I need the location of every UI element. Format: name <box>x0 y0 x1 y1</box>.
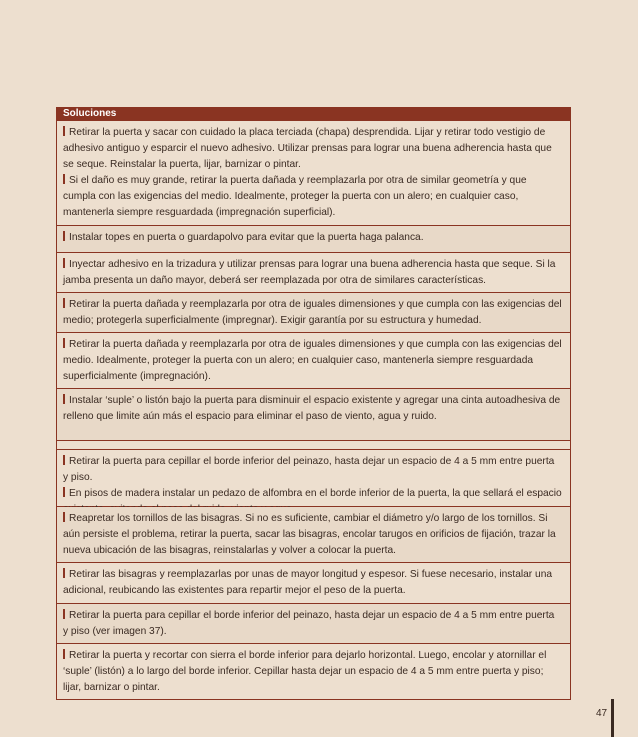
paragraph-text: Retirar la puerta dañada y reemplazarla por otra de iguales dimensiones y que cumpla con las exigencias del medio; protegerla superficialmente (impregnar). Exigir garantía por su estructura y humedad. <box>63 299 562 326</box>
bullet-marker <box>63 609 65 619</box>
solution-row-5 <box>57 333 570 389</box>
paragraph-text: Retirar la puerta y sacar con cuidado la placa terciada (chapa) desprendida. Lijar y retirar todo vestigio de adhesivo antiguo y esparcir el nuevo adhesivo. Utilizar prensas para lograr una buena adherencia hasta que se seque. Reinstalar la puerta, lijar, barnizar o pintar. <box>63 127 552 170</box>
solution-paragraph <box>63 173 562 221</box>
solution-row-1 <box>57 121 570 226</box>
bullet-marker <box>63 174 65 184</box>
bullet-marker <box>63 394 65 404</box>
solution-paragraph <box>63 393 562 425</box>
paragraph-text: Instalar ‘suple’ o listón bajo la puerta para disminuir el espacio existente y agregar una cinta autoadhesiva de relleno que limite aún más el espacio para eliminar el paso de viento, agua y ruido. <box>63 395 561 422</box>
page-number: 47 <box>596 708 608 719</box>
solution-paragraph <box>63 257 562 289</box>
header-title: Soluciones <box>63 108 117 119</box>
bullet-marker <box>63 455 65 465</box>
solution-row-11 <box>57 644 570 700</box>
solution-paragraph <box>63 648 562 696</box>
bullet-marker <box>63 512 65 522</box>
solution-row-9 <box>57 563 570 604</box>
solution-paragraph <box>63 608 562 640</box>
bullet-marker <box>63 126 65 136</box>
solution-paragraph <box>63 511 562 559</box>
solution-row-7 <box>57 450 570 507</box>
solutions-table <box>56 107 571 700</box>
solution-paragraph <box>63 297 562 329</box>
paragraph-text: Retirar la puerta y recortar con sierra el borde inferior para dejarlo horizontal. Luego, encolar y atornillar el ‘suple’ (listón) a lo largo del borde inferior. Cepillar hasta dejar un espacio de 4 a 5 mm entre puerta y piso; lijar, barnizar o pintar. <box>63 650 547 693</box>
solution-row-2 <box>57 226 570 253</box>
paragraph-text: En pisos de madera instalar un pedazo de alfombra en el borde inferior de la puerta, la que sellará el espacio <box>69 488 562 499</box>
paragraph-text: Reapretar los tornillos de las bisagras. Si no es suficiente, cambiar el diámetro y/o largo de los tornillos. Si aún persiste el problema, retirar la puerta, sacar las bisagras, encolar tarugos en orificios de fijación, trazar la nueva ubicación de las bisagras, reinstalarlas y volver a colocar la puerta. <box>63 513 556 556</box>
solution-row-10 <box>57 604 570 644</box>
solution-paragraph <box>63 230 562 246</box>
solution-paragraph <box>63 337 562 385</box>
row-spacer <box>57 441 570 450</box>
solution-row-6 <box>57 389 570 441</box>
bullet-marker <box>63 649 65 659</box>
paragraph-text: Si el daño es muy grande, retirar la puerta dañada y reemplazarla por otra de similar geometría y que cumpla con las exigencias del medio. Idealmente, proteger la puerta con un alero; en cualquier caso, mantenerla siempre resguardada (impregnación superficial). <box>63 175 527 218</box>
bullet-marker <box>63 487 65 497</box>
solution-row-3 <box>57 253 570 293</box>
solution-paragraph <box>63 454 562 486</box>
page-edge-bar <box>611 699 614 737</box>
solution-row-8 <box>57 507 570 563</box>
bullet-marker <box>63 231 65 241</box>
bullet-marker <box>63 338 65 348</box>
solution-paragraph <box>63 125 562 173</box>
table-header <box>57 107 570 121</box>
bullet-marker <box>63 298 65 308</box>
paragraph-text: Retirar la puerta para cepillar el borde inferior del peinazo, hasta dejar un espacio de 4 a 5 mm entre puerta y piso (ver imagen 37). <box>63 610 555 637</box>
bullet-marker <box>63 568 65 578</box>
paragraph-text: Instalar topes en puerta o guardapolvo para evitar que la puerta haga palanca. <box>69 232 424 243</box>
solution-paragraph <box>63 567 562 599</box>
paragraph-text: Retirar la puerta para cepillar el borde inferior del peinazo, hasta dejar un espacio de 4 a 5 mm entre puerta y piso. <box>63 456 555 483</box>
solution-row-4 <box>57 293 570 333</box>
paragraph-text: Inyectar adhesivo en la trizadura y utilizar prensas para lograr una buena adherencia hasta que seque. Si la jamba presenta un daño mayor, deberá ser reemplazada por otra de similares características. <box>63 259 556 286</box>
paragraph-text: Retirar la puerta dañada y reemplazarla por otra de iguales dimensiones y que cumpla con las exigencias del medio. Idealmente, proteger la puerta con un alero; en cualquier caso, mantenerla siempre resguardada superficialmente (impregnación). <box>63 339 562 382</box>
paragraph-text: Retirar las bisagras y reemplazarlas por unas de mayor longitud y espesor. Si fuese necesario, instalar una adicional, reubicando las existentes para repartir mejor el peso de la puerta. <box>63 569 553 596</box>
bullet-marker <box>63 258 65 268</box>
